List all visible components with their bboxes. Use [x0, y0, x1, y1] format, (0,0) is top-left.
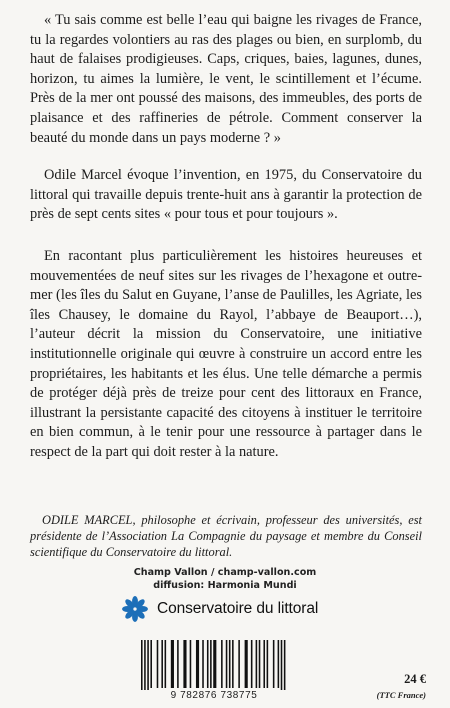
barcode-bar: [183, 640, 186, 688]
star-flower-icon: [121, 595, 149, 623]
summary-paragraph: Odile Marcel évoque l’invention, en 1975, du Conservatoire du littoral qui travaille depuis trente-huit ans à garantir la protection de près de sept cents sites « pour tous et pour toujours ».: [30, 167, 422, 223]
barcode-bar: [245, 640, 248, 688]
barcode-bar: [157, 640, 159, 688]
barcode-bar: [278, 640, 280, 688]
publisher-info: [0, 566, 450, 592]
author-name: ODILE MARCEL,: [42, 513, 136, 527]
barcode-bar: [259, 640, 261, 688]
barcode-bar: [177, 640, 179, 688]
barcode-bar: [226, 640, 228, 688]
barcode-bar: [144, 640, 146, 692]
barcode-bar: [267, 640, 269, 688]
barcode-bar: [210, 640, 212, 688]
barcode-bar: [263, 640, 265, 688]
author-bio-text: philosophe et écrivain, professeur des universités, est présidente de l’Association La Compagnie du paysage et membre du Conseil scientifique du Conservatoire du littoral.: [30, 513, 422, 560]
barcode-bar: [256, 640, 258, 688]
barcode-bar: [207, 640, 209, 688]
barcode-bar: [147, 640, 149, 692]
barcode-bar: [165, 640, 167, 688]
barcode-bar: [190, 640, 192, 688]
author-bio: [30, 512, 422, 561]
barcode-bar: [171, 640, 174, 688]
barcode-bar: [238, 640, 240, 688]
barcode-bar: [150, 640, 152, 688]
description-paragraph: En racontant plus particulièrement les histoires heureuses et mouvementées de neuf sites sur les rivages de l’hexagone et outre-mer (les îles du Salut en Guyane, l’anse de Paulilles, les Agriate, les îles Chausey, le domaine du Rayol, l’abbaye de Beauport…), l’auteur décrit la mission du Conservatoire, une initiative institutionnelle originale qui œuvre à construire un accord entre les propriétaires, les habitants et les élus. Une telle démarche a permis de protéger déjà près de treize pour cent des littoraux en France, illustrant la persistante capacité des citoyens à instituer le territoire en bien commun, à le tenir pour une ressource à partager dans le respect de la part qui doit rester à la nature.: [30, 248, 422, 460]
price-tag: [377, 672, 426, 702]
price-note: (TTC France): [376, 690, 426, 700]
barcode-bar: [161, 640, 163, 688]
distribution-line: diffusion: Harmonia Mundi: [153, 580, 297, 592]
barcode-bar: [273, 640, 275, 688]
barcode-bar: [232, 640, 234, 688]
barcode-bar: [251, 640, 253, 688]
barcode-bar: [196, 640, 199, 688]
logo-text: Conservatoire du littoral: [157, 600, 319, 617]
barcode-bar: [202, 640, 204, 688]
publisher-line: Champ Vallon / champ-vallon.com: [133, 567, 317, 578]
price-amount: 24 €: [404, 672, 426, 686]
quote-paragraph: « Tu sais comme est belle l’eau qui baigne les rivages de France, tu la regardes volontiers au ras des plages ou bien, en surplomb, du haut de falaises prodigieuses. Caps, criques, baies, lagunes, dunes, horizon, tu aimes la lumière, le vent, le scintillement et l’écume. Près de la mer ont poussé des maisons, des immeubles, des ports de plaisance et des raffineries de pétrole. Comment conserver la beauté du monde dans un pays moderne ? »: [30, 12, 422, 146]
conservatoire-logo: [121, 592, 318, 626]
barcode-bar: [213, 640, 216, 688]
barcode-bar: [229, 640, 231, 688]
barcode-bar: [281, 640, 283, 692]
barcode-digits: 9 782876 738775: [135, 690, 293, 701]
barcode-bar: [284, 640, 286, 692]
barcode-bar: [141, 640, 143, 692]
barcode-bar: [221, 640, 223, 688]
